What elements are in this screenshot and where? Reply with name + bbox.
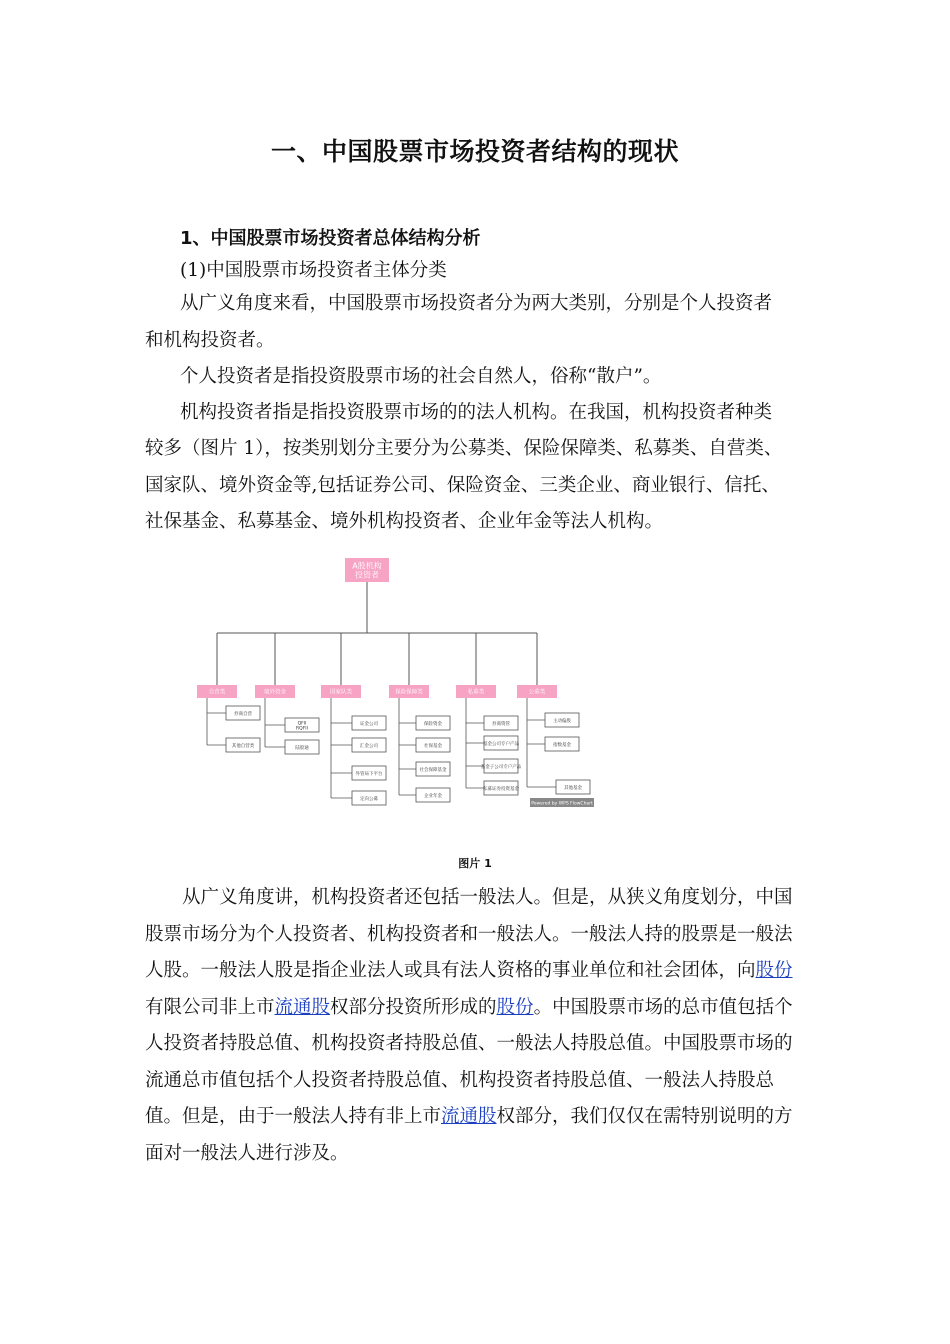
child-label: 其他基金 [564, 785, 582, 791]
section-heading: 1、中国股票市场投资者总体结构分析 [180, 228, 481, 249]
child-label: 企业年金 [424, 793, 442, 799]
root-node-label: A股机构投资者 [352, 561, 382, 579]
category-label: 自营类 [208, 689, 226, 695]
link-liutonggu[interactable]: 流通股 [274, 996, 331, 1018]
link-gufen[interactable]: 股份 [496, 996, 534, 1018]
paragraph-line: 较多（图片 1），按类别划分主要分为公募类、保险保障类、私募类、自营类、 [145, 438, 783, 459]
child-label: 券商资管 [492, 721, 510, 727]
child-label: 主动偏股 [553, 718, 571, 724]
child-label: 其他自营类 [231, 743, 255, 749]
paragraph-text: 权部分，我们仅仅在需特别说明的方面对一般法人进行涉及。 [145, 1106, 793, 1164]
child-label: 定向公募 [360, 796, 378, 802]
child-label: 社会保障基金 [419, 767, 447, 773]
figure-caption: 图片 1 [458, 857, 492, 870]
paragraph-text: 权部分投资所形成的 [330, 996, 497, 1018]
paragraph-line: 和机构投资者。 [145, 330, 275, 351]
child-label: 基金子公司专户产品 [480, 764, 522, 770]
category-label: 公募类 [528, 689, 546, 695]
child-label: 保险资金 [424, 721, 442, 727]
child-label: 外管局下平台 [355, 771, 383, 777]
child-label: 汇金公司 [360, 743, 378, 749]
child-label: 基金公司专户产品 [483, 741, 519, 747]
category-label: 国家队类 [329, 689, 353, 695]
paragraph-line: 国家队、境外资金等,包括证券公司、保险资金、三类企业、商业银行、信托、 [145, 475, 780, 496]
child-label: 社保基金 [424, 743, 442, 749]
child-label: 私募证券投资基金 [483, 786, 519, 792]
paragraph-text: 。中国股票市场的总市值包括个人投资者持股总值、机构投资者持股总值、一般法人持股总值。中国股票市场的流通总市值包括个人投资者持股总值、机构投资者持股总值、一般法人持股总值。但是，由于一般法人持有非上市 [145, 996, 793, 1127]
paragraph-line: 从广义角度来看，中国股票市场投资者分为两大类别，分别是个人投资者 [180, 293, 773, 314]
paragraph-line: 机构投资者指是指投资股票市场的的法人机构。在我国，机构投资者种类 [180, 402, 773, 423]
child-label: 指数基金 [553, 742, 571, 748]
category-label: 保险保障类 [395, 689, 423, 695]
page-title: 一、中国股票市场投资者结构的现状 [270, 137, 679, 166]
org-chart [190, 555, 610, 815]
child-label: 券商自营 [234, 711, 252, 717]
child-label: QFII RQFII [296, 721, 308, 731]
paragraph-line: 社保基金、私募基金、境外机构投资者、企业年金等法人机构。 [145, 511, 664, 532]
paragraph-text: 有限公司非上市 [145, 996, 275, 1018]
link-gufen[interactable]: 股份 [755, 960, 793, 981]
paragraph-text: 从广义角度讲，机构投资者还包括一般法人。但是，从狭义角度划分，中国股票市场分为个人投资者、机构投资者和一般法人。一般法人持的股票是一般法人股。一般法人股是指企业法人或具有法人资格的事业单位和社会团体，向 [145, 887, 793, 981]
paragraph-line: 个人投资者是指投资股票市场的社会自然人，俗称“散户”。 [180, 366, 662, 387]
subheading: (1)中国股票市场投资者主体分类 [180, 260, 447, 281]
category-label: 境外资金 [263, 689, 287, 695]
link-liutonggu[interactable]: 流通股 [441, 1106, 497, 1127]
paragraph-4 [145, 880, 805, 1172]
child-label: 陆股通 [295, 745, 309, 751]
category-label: 私募类 [467, 689, 485, 695]
child-label: 证金公司 [360, 721, 378, 727]
watermark-text: Powered by WPS FlowChart [531, 801, 593, 806]
